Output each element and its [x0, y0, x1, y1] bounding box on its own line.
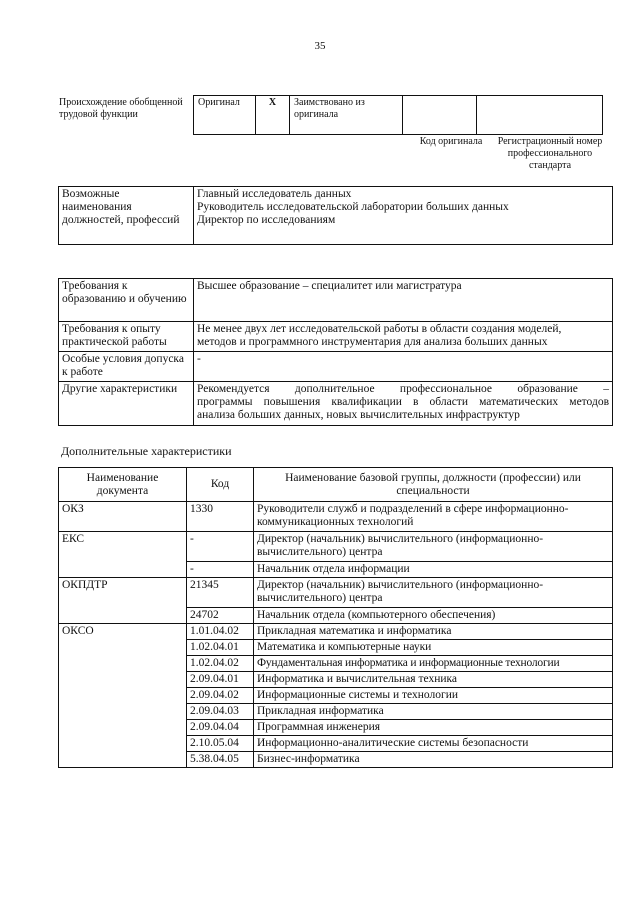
document-name: ОКСО [59, 624, 187, 768]
original-cell: Оригинал [194, 96, 256, 135]
table-row [59, 624, 613, 640]
name-cell: Программная инженерия [254, 720, 613, 736]
requirement-label: Требования к образованию и обучению [59, 279, 194, 322]
requirement-value [194, 322, 613, 352]
requirements-table [58, 278, 613, 426]
requirement-value [194, 279, 613, 322]
name-cell: Бизнес-информатика [254, 752, 613, 768]
name-cell: Фундаментальная информатика и информационные технологии [254, 656, 613, 672]
requirement-line: программы повышения квалификации в области математических методов [197, 396, 609, 408]
name-cell: Начальник отдела информации [254, 562, 613, 578]
requirement-line: - [197, 353, 201, 365]
name-cell: Руководители служб и подразделений в сфере информационно-коммуникационных технологий [254, 502, 613, 532]
original-mark: X [256, 96, 290, 135]
code-cell: 21345 [187, 578, 254, 608]
additional-characteristics-table [58, 467, 613, 768]
code-cell: - [187, 562, 254, 578]
requirement-line: Высшее образование – специалитет или магистратура [197, 280, 462, 292]
name-cell: Информационные системы и технологии [254, 688, 613, 704]
requirement-label: Другие характеристики [59, 382, 194, 426]
position-item: Директор по исследованиям [197, 214, 336, 226]
code-cell: 2.09.04.03 [187, 704, 254, 720]
document-name: ЕКС [59, 532, 187, 578]
name-cell: Директор (начальник) вычислительного (информационно-вычислительного) центра [254, 578, 613, 608]
name-cell: Прикладная информатика [254, 704, 613, 720]
origin-label: Происхождение обобщенной трудовой функции [59, 97, 183, 120]
position-item: Руководитель исследовательской лаборатории больших данных [197, 201, 509, 213]
code-cell: 24702 [187, 608, 254, 624]
requirement-label: Требования к опыту практической работы [59, 322, 194, 352]
code-cell: 1.02.04.01 [187, 640, 254, 656]
name-cell: Информатика и вычислительная техника [254, 672, 613, 688]
code-cell: 5.38.04.05 [187, 752, 254, 768]
table-row [59, 578, 613, 608]
position-item: Главный исследователь данных [197, 188, 352, 200]
document-name: ОКЗ [59, 502, 187, 532]
requirement-value [194, 382, 613, 426]
table-row [59, 532, 613, 562]
registration-number-cell [477, 96, 603, 135]
page-number: 35 [314, 40, 326, 52]
document-name: ОКПДТР [59, 578, 187, 624]
code-cell: 1330 [187, 502, 254, 532]
original-code-cell [403, 96, 477, 135]
header-code: Код [187, 468, 254, 502]
code-cell: 2.09.04.02 [187, 688, 254, 704]
positions-table [58, 186, 613, 245]
code-cell: 2.09.04.04 [187, 720, 254, 736]
positions-list [194, 187, 613, 245]
requirement-line: Не менее двух лет исследовательской работы в области создания моделей, [197, 323, 562, 335]
header-name: Наименование базовой группы, должности (профессии) или специальности [254, 468, 613, 502]
header-document: Наименование документа [59, 468, 187, 502]
code-cell: 1.02.04.02 [187, 656, 254, 672]
origin-table [193, 95, 603, 135]
code-cell: 1.01.04.02 [187, 624, 254, 640]
name-cell: Прикладная математика и информатика [254, 624, 613, 640]
table-row [59, 502, 613, 532]
borrowed-cell: Заимствовано из оригинала [290, 96, 403, 135]
registration-number-caption: Регистрационный номер профессионального стандарта [497, 136, 603, 171]
code-cell: 2.10.05.04 [187, 736, 254, 752]
original-code-caption: Код оригинала [419, 136, 483, 147]
code-cell: - [187, 532, 254, 562]
requirement-line: методов и программного инструментария для анализа больших данных [197, 336, 548, 348]
requirement-value [194, 352, 613, 382]
name-cell: Информационно-аналитические системы безопасности [254, 736, 613, 752]
requirement-line: анализа больших данных, новых вычислительных инфраструктур [197, 409, 520, 421]
additional-characteristics-title: Дополнительные характеристики [61, 444, 232, 458]
name-cell: Математика и компьютерные науки [254, 640, 613, 656]
code-cell: 2.09.04.01 [187, 672, 254, 688]
requirement-label: Особые условия допуска к работе [59, 352, 194, 382]
positions-label: Возможные наименования должностей, профессий [59, 187, 194, 245]
requirement-line: Рекомендуется дополнительное профессиональное образование – [197, 383, 609, 395]
name-cell: Начальник отдела (компьютерного обеспечения) [254, 608, 613, 624]
name-cell: Директор (начальник) вычислительного (информационно-вычислительного) центра [254, 532, 613, 562]
